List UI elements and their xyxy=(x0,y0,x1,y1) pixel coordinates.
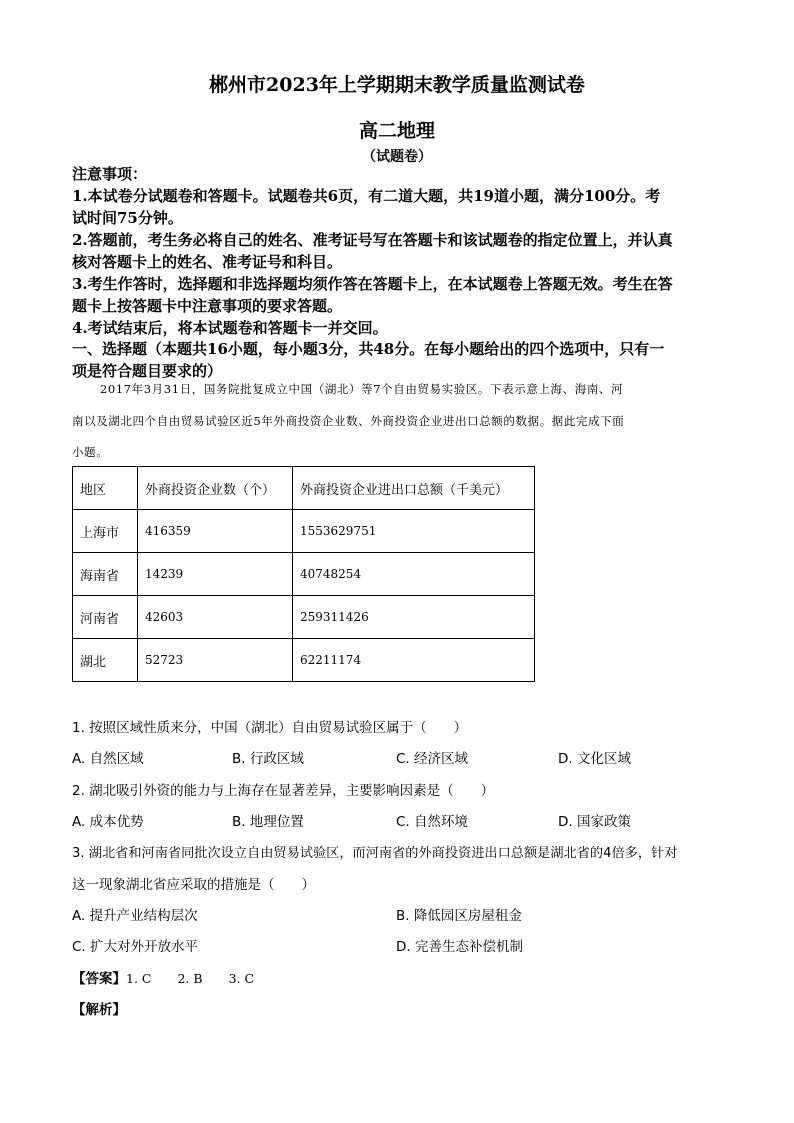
question-3-option-a: A. 提升产业结构层次 xyxy=(72,908,198,924)
notes-line-3: 2.答题前，考生务必将自己的姓名、准考证号写在答题卡和该试题卷的指定位置上，并认真 xyxy=(72,231,673,249)
table-row xyxy=(73,510,535,553)
table-cell-count: 42603 xyxy=(138,596,293,639)
table-row xyxy=(73,639,535,682)
section-heading-line-2: 项是符合题目要求的） xyxy=(72,362,223,380)
question-2-option-a: A. 成本优势 xyxy=(72,814,144,830)
question-1-option-b: B. 行政区域 xyxy=(232,751,304,767)
notes-line-2: 试时间75分钟。 xyxy=(72,209,183,227)
question-2-stem: 2. 湖北吸引外资的能力与上海存在显著差异，主要影响因素是（ ） xyxy=(72,783,495,799)
table-header-cell: 地区 xyxy=(73,467,138,510)
table-row xyxy=(73,553,535,596)
passage-line-1: 2017年3月31日，国务院批复成立中国（湖北）等7个自由贸易实验区。下表示意上海、海南、河 xyxy=(100,382,624,396)
data-table xyxy=(72,466,535,682)
question-3-stem-line-1: 3. 湖北省和河南省同批次设立自由贸易试验区，而河南省的外商投资进出口总额是湖北省的4倍多，针对 xyxy=(72,846,678,861)
analysis-label: 【解析】 xyxy=(72,1002,126,1018)
answer-item: 2. B xyxy=(177,971,203,986)
paper-type: （试题卷） xyxy=(362,149,432,165)
notes-line-7: 4.考试结束后，将本试题卷和答题卡一并交回。 xyxy=(72,319,388,337)
table-cell-total: 1553629751 xyxy=(293,510,535,553)
passage-line-3: 小题。 xyxy=(72,445,109,459)
passage-line-2: 南以及湖北四个自由贸易试验区近5年外商投资企业数、外商投资企业进出口总额的数据。据此完成下面 xyxy=(72,414,625,428)
notes-line-6: 题卡上按答题卡中注意事项的要求答题。 xyxy=(72,297,343,315)
answer-label: 【答案】 xyxy=(72,971,126,987)
table-cell-total: 40748254 xyxy=(293,553,535,596)
question-3-option-b: B. 降低园区房屋租金 xyxy=(396,908,522,924)
exam-title: 郴州市2023年上学期期末教学质量监测试卷 xyxy=(209,74,585,96)
table-header-cell: 外商投资企业数（个） xyxy=(138,467,293,510)
answer-item: 3. C xyxy=(228,971,255,986)
table-cell-region: 河南省 xyxy=(73,596,138,639)
question-2-option-b: B. 地理位置 xyxy=(232,814,304,830)
notes-line-4: 核对答题卡上的姓名、准考证号和科目。 xyxy=(72,253,343,271)
question-3-option-c: C. 扩大对外开放水平 xyxy=(72,939,199,955)
subject-title: 高二地理 xyxy=(358,120,435,142)
table-cell-total: 259311426 xyxy=(293,596,535,639)
question-1-option-c: C. 经济区域 xyxy=(396,751,469,767)
notes-line-5: 3.考生作答时，选择题和非选择题均须作答在答题卡上，在本试题卷上答题无效。考生在答 xyxy=(72,275,673,293)
notes-line-1: 1.本试卷分试题卷和答题卡。试题卷共6页，有二道大题，共19道小题，满分100分。考 xyxy=(72,187,661,205)
answer-line xyxy=(72,967,254,987)
table-cell-count: 416359 xyxy=(138,510,293,553)
table-header-cell: 外商投资企业进出口总额（千美元） xyxy=(293,467,535,510)
table-header-row xyxy=(73,467,535,510)
notes-heading: 注意事项： xyxy=(72,165,148,183)
question-3-option-d: D. 完善生态补偿机制 xyxy=(396,939,523,955)
table-cell-region: 海南省 xyxy=(73,553,138,596)
table-cell-total: 62211174 xyxy=(293,639,535,682)
table-cell-region: 上海市 xyxy=(73,510,138,553)
section-heading-line-1: 一、选择题（本题共16小题，每小题3分，共48分。在每小题给出的四个选项中，只有一 xyxy=(72,340,665,358)
question-2-option-c: C. 自然环境 xyxy=(396,814,469,830)
question-1-option-d: D. 文化区域 xyxy=(558,751,631,767)
answer-item: 1. C xyxy=(126,971,152,986)
question-1-stem: 1. 按照区域性质来分，中国（湖北）自由贸易试验区属于（ ） xyxy=(72,720,468,736)
table-cell-region: 湖北 xyxy=(73,639,138,682)
table-cell-count: 14239 xyxy=(138,553,293,596)
question-2-option-d: D. 国家政策 xyxy=(558,814,631,830)
question-3-stem-line-2: 这一现象湖北省应采取的措施是（ ） xyxy=(72,877,315,893)
table-row xyxy=(73,596,535,639)
question-1-option-a: A. 自然区域 xyxy=(72,751,144,767)
table-cell-count: 52723 xyxy=(138,639,293,682)
